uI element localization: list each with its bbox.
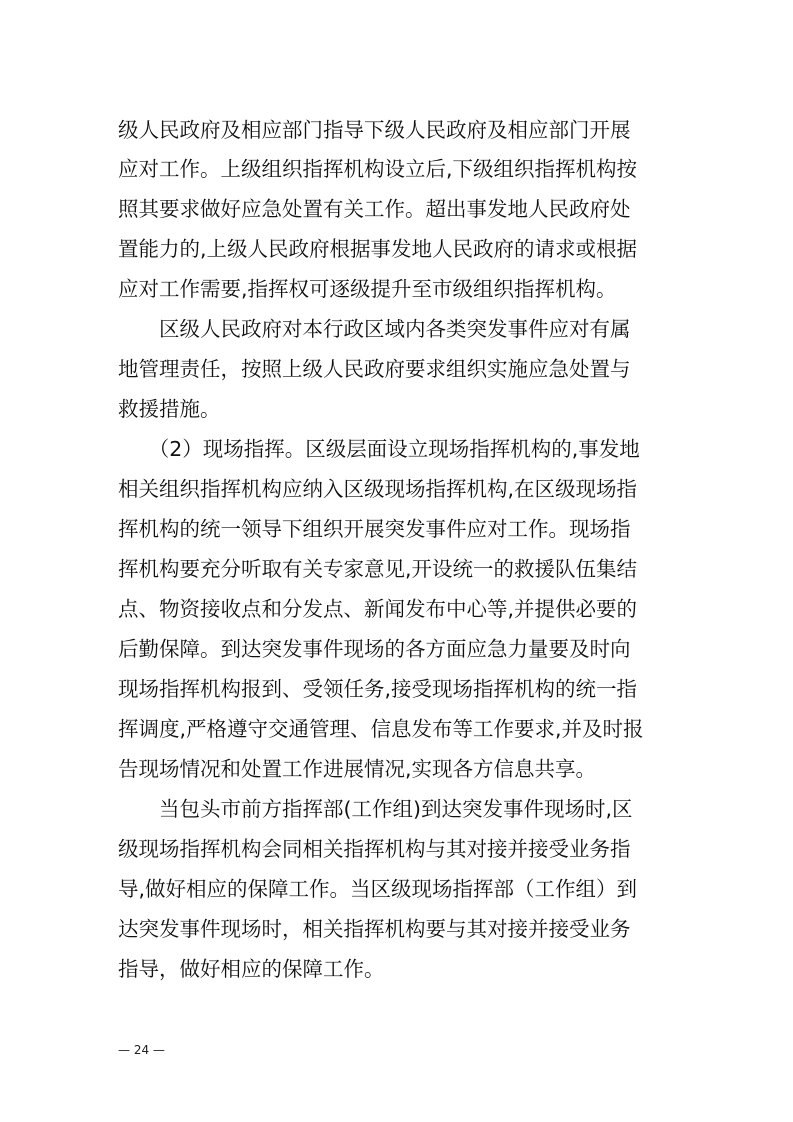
body-line: 告现场情况和处置工作进展情况,实现各方信息共享。 [118,757,597,781]
body-line: 照其要求做好应急处置有关工作。超出事发地人民政府处 [118,197,631,221]
body-line: 应对工作。上级组织指挥机构设立后,下级组织指挥机构按 [118,157,638,181]
body-line: 挥调度,严格遵守交通管理、信息发布等工作要求,并及时报 [118,717,644,741]
body-line: 点、物资接收点和分发点、新闻发布中心等,并提供必要的 [118,597,638,621]
page-number: — 24 — [118,1043,165,1057]
body-line: （2）现场指挥。区级层面设立现场指挥机构的,事发地 [118,437,640,461]
body-line: 挥机构要充分听取有关专家意见,开设统一的救援队伍集结 [118,557,638,581]
body-line: 后勤保障。到达突发事件现场的各方面应急力量要及时向 [118,637,631,661]
body-line: 达突发事件现场时，相关指挥机构要与其对接并接受业务 [118,917,631,941]
body-line: 指导，做好相应的保障工作。 [118,957,385,981]
body-line: 相关组织指挥机构应纳入区级现场指挥机构,在区级现场指 [118,477,638,501]
body-line: 级人民政府及相应部门指导下级人民政府及相应部门开展 [118,118,631,142]
body-line: 当包头市前方指挥部(工作组)到达突发事件现场时,区 [118,797,633,821]
body-line: 现场指挥机构报到、受领任务,接受现场指挥机构的统一指 [118,677,638,701]
body-line: 级现场指挥机构会同相关指挥机构与其对接并接受业务指 [118,837,631,861]
body-line: 置能力的,上级人民政府根据事发地人民政府的请求或根据 [118,237,638,261]
body-line: 地管理责任，按照上级人民政府要求组织实施应急处置与 [118,357,631,381]
body-line: 挥机构的统一领导下组织开展突发事件应对工作。现场指 [118,517,631,541]
body-line: 区级人民政府对本行政区域内各类突发事件应对有属 [118,317,631,341]
body-line: 应对工作需要,指挥权可逐级提升至市级组织指挥机构。 [118,277,617,301]
body-line: 救援措施。 [118,397,221,421]
body-line: 导,做好相应的保障工作。当区级现场指挥部（工作组）到 [118,877,638,901]
